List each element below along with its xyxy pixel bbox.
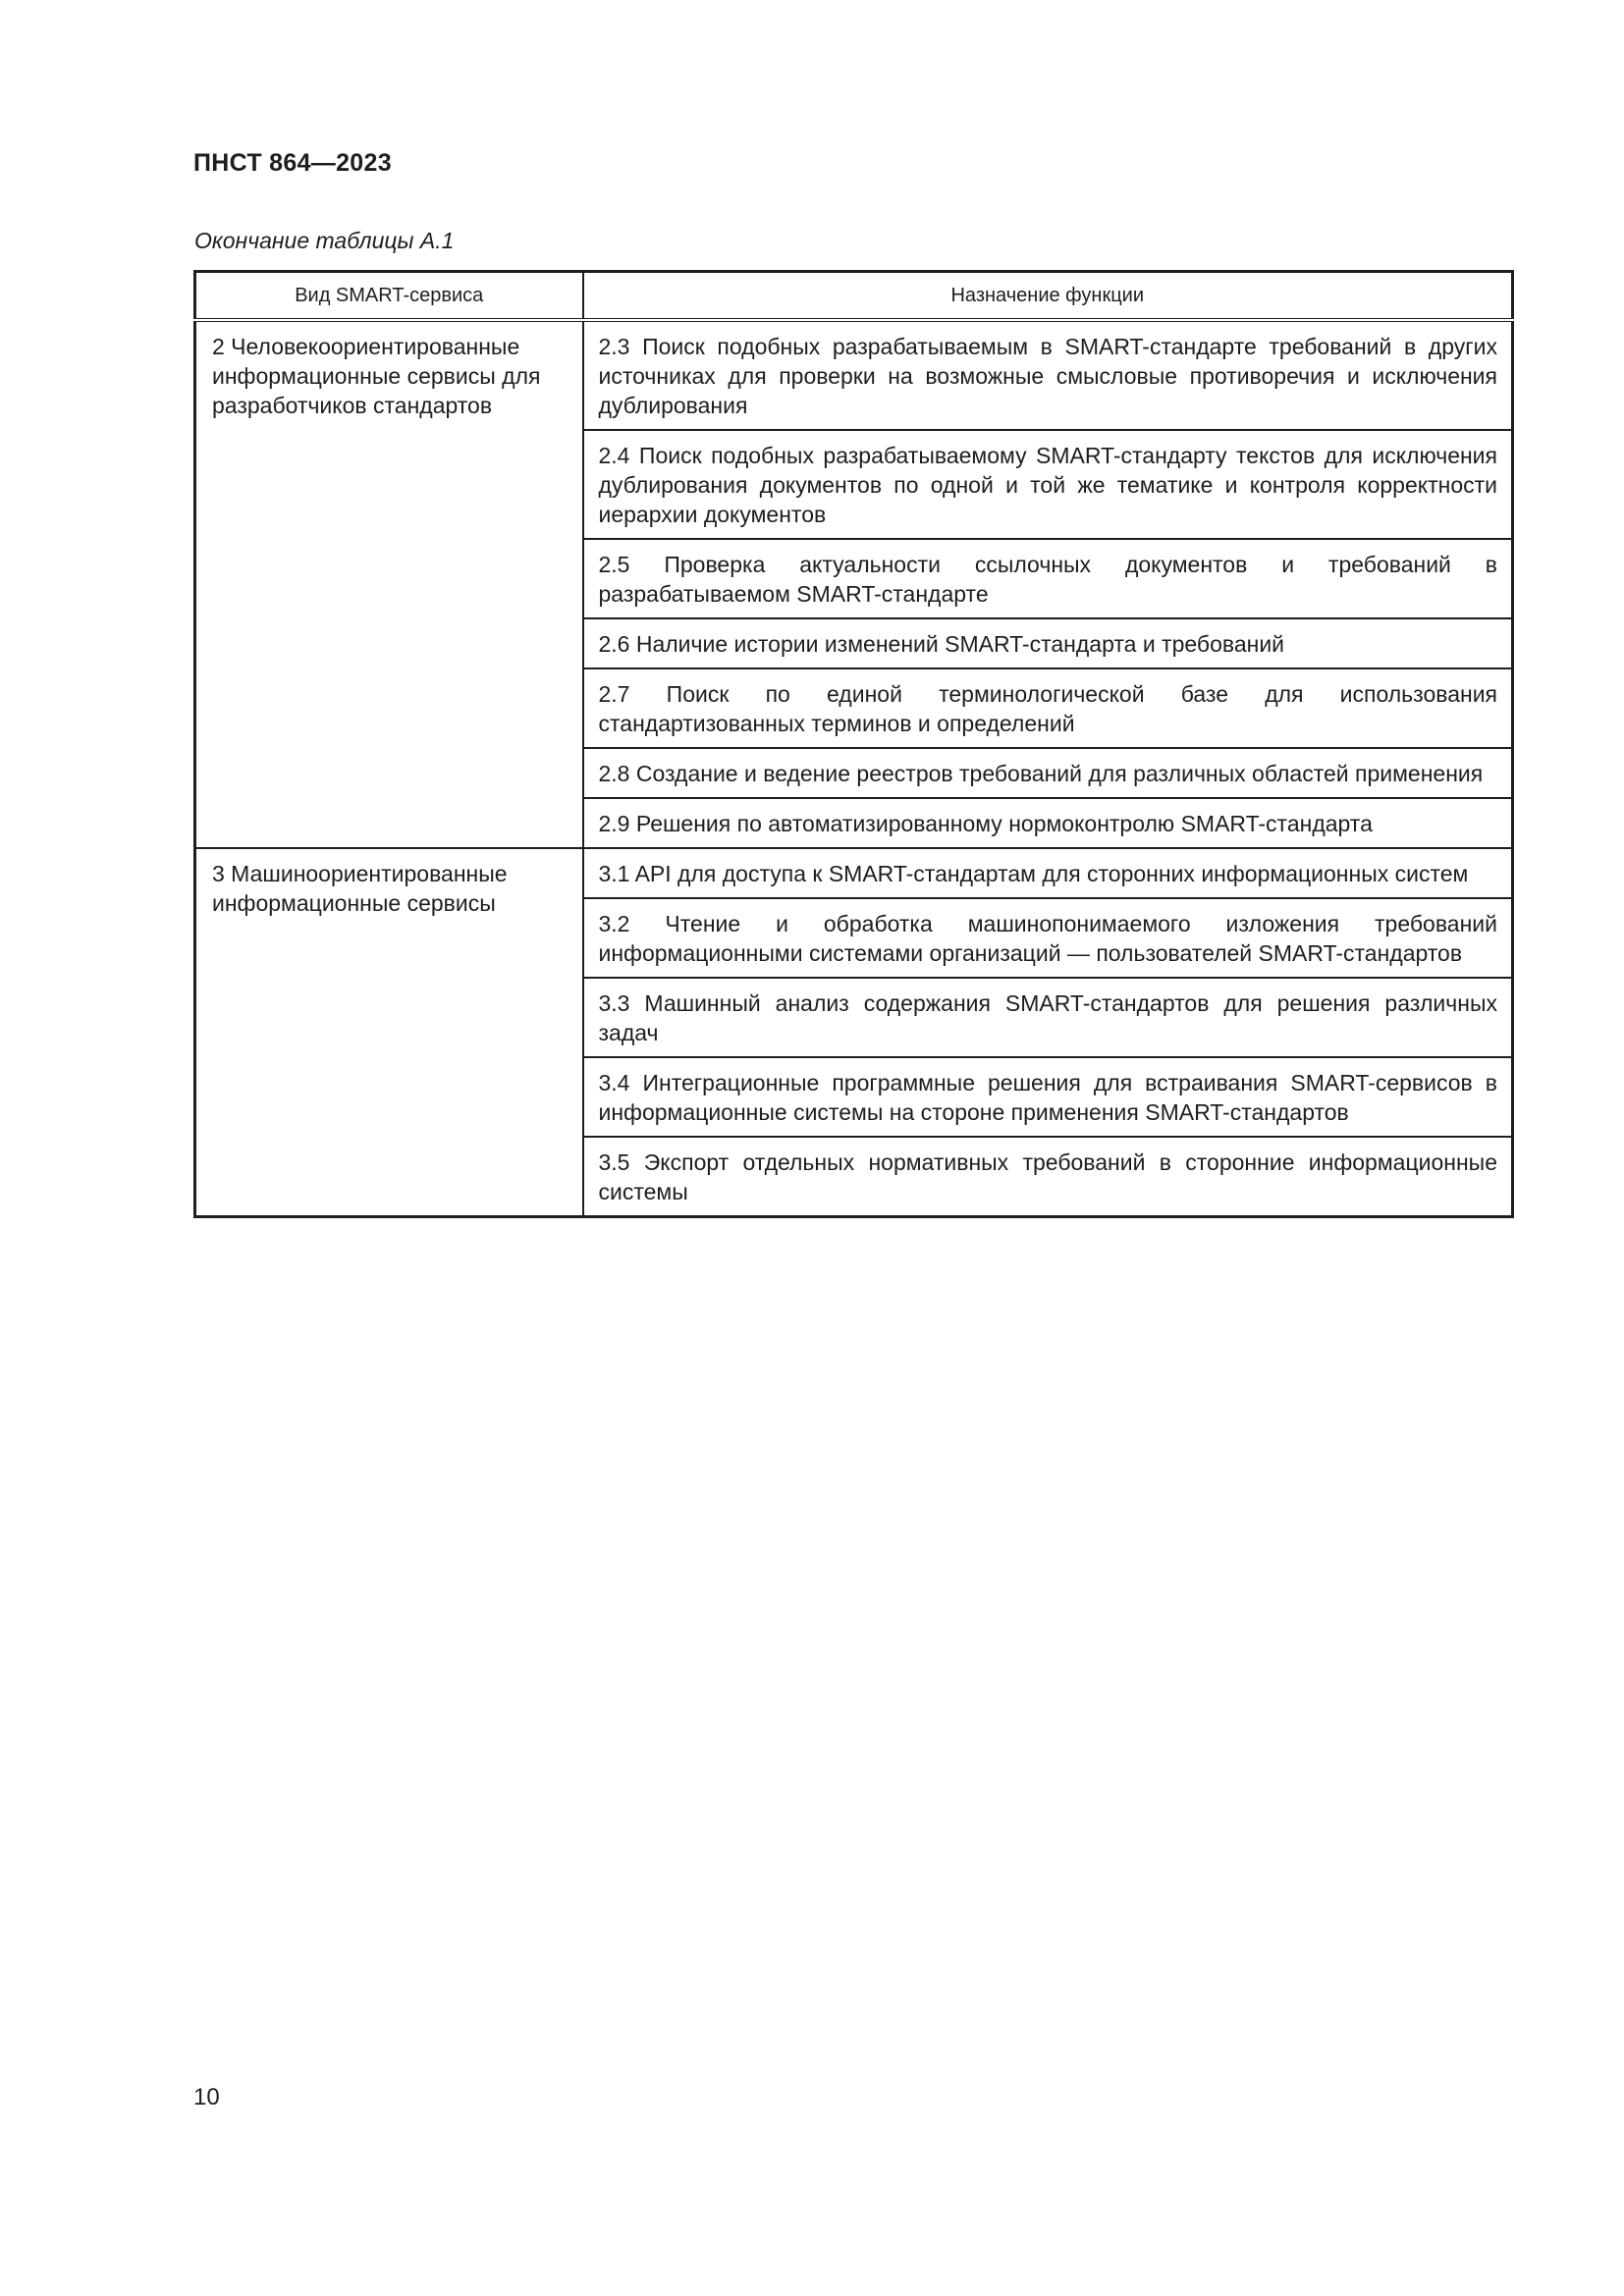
function-cell: 2.4 Поиск подобных разрабатываемому SMART-стандарту текстов для исключения дублирования документов по одной и той же тематике и контроля корректности иерархии документов — [583, 430, 1513, 539]
table-row — [195, 320, 1513, 430]
function-cell: 2.3 Поиск подобных разрабатываемым в SMART-стандарте требований в других источниках для проверки на возможные смысловые противоречия и исключения дублирования — [583, 320, 1513, 430]
function-cell: 3.5 Экспорт отдельных нормативных требований в сторонние информационные системы — [583, 1137, 1513, 1217]
function-cell: 2.7 Поиск по единой терминологической базе для использования стандартизованных терминов и определений — [583, 668, 1513, 748]
column-header-service-type: Вид SMART-сервиса — [195, 272, 583, 321]
function-cell: 2.6 Наличие истории изменений SMART-стандарта и требований — [583, 618, 1513, 668]
table-row — [195, 848, 1513, 898]
category-cell: 3 Машиноориентированные информационные сервисы — [195, 848, 583, 1217]
table-caption: Окончание таблицы А.1 — [194, 228, 455, 253]
table-header-row — [195, 272, 1513, 321]
services-table — [193, 270, 1514, 1218]
column-header-function-purpose: Назначение функции — [583, 272, 1513, 321]
function-cell: 2.8 Создание и ведение реестров требований для различных областей применения — [583, 748, 1513, 798]
category-cell: 2 Человекоориентированные информационные сервисы для разработчиков стандартов — [195, 320, 583, 848]
function-cell: 2.5 Проверка актуальности ссылочных документов и требований в разрабатываемом SMART-стандарте — [583, 539, 1513, 618]
function-cell: 3.2 Чтение и обработка машинопонимаемого изложения требований информационными системами организаций — пользователей SMART-стандартов — [583, 898, 1513, 978]
page-number: 10 — [193, 2084, 220, 2110]
function-cell: 2.9 Решения по автоматизированному нормоконтролю SMART-стандарта — [583, 798, 1513, 848]
function-cell: 3.4 Интеграционные программные решения для встраивания SMART-сервисов в информационные системы на стороне применения SMART-стандартов — [583, 1057, 1513, 1137]
document-header: ПНСТ 864—2023 — [193, 149, 392, 177]
function-cell: 3.3 Машинный анализ содержания SMART-стандартов для решения различных задач — [583, 978, 1513, 1057]
function-cell: 3.1 API для доступа к SMART-стандартам для сторонних информационных систем — [583, 848, 1513, 898]
